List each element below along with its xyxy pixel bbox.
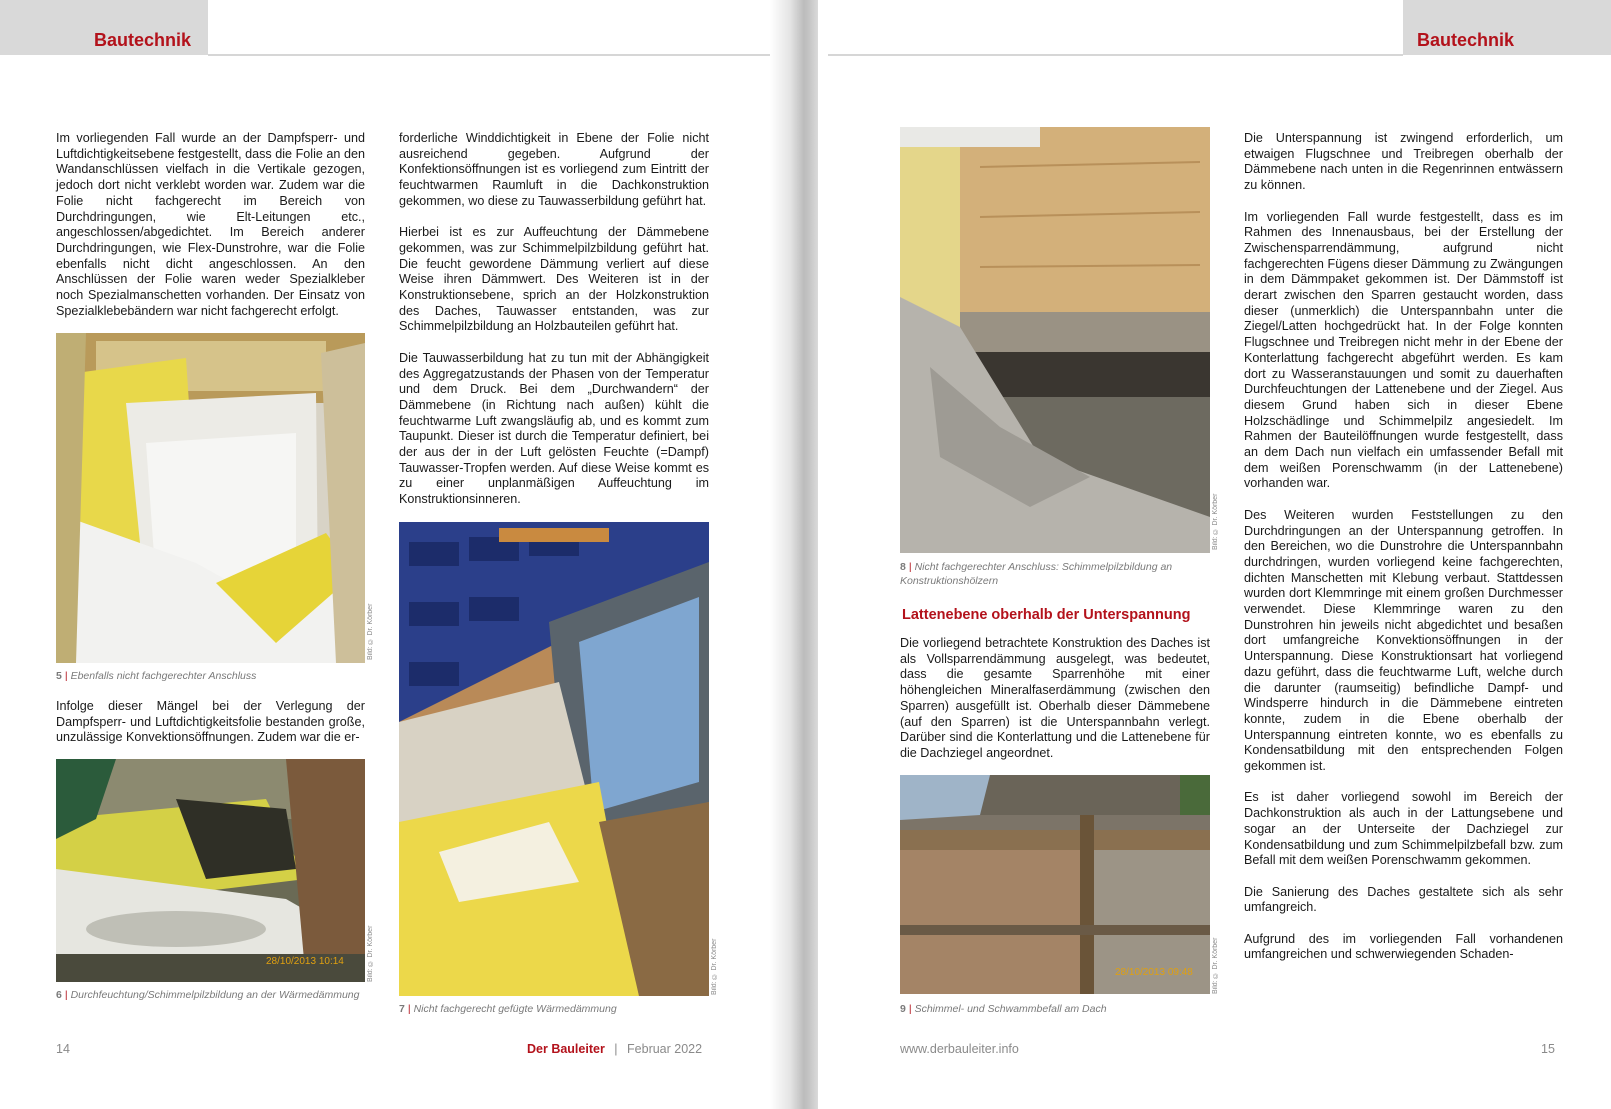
figure-8-caption-text: Nicht fachgerechter Anschluss: Schimmelpilzbildung an Konstruktionshölzern	[900, 561, 1173, 587]
figure-9-number: 9	[900, 1003, 906, 1015]
figure-5-number: 5	[56, 670, 62, 682]
figure-7-number: 7	[399, 1003, 405, 1015]
paragraph: Im vorliegenden Fall wurde festgestellt, dass es im Rahmen des Innenausbaus, bei der Erstellung der Zwischensparrendämmung, aufgrund nicht fachgerechten Fügens dieser Dämmung zu Zwängungen in dem Dämmpaket gekommen ist. Der Dämmstoff ist derart zwischen den Sparren gestaucht worden, dass dieser (unmerklich) die Unterspannbahn unter die Ziegel/Latten hochgedrückt hat. In der Folge konnten Flugschnee und Treibregen nicht mehr in der Ebene der Konterlattung fachgerecht abgeführt werden. Es kam dort zu Wasseranstauungen und somit zu dauerhaften Durchfeuchtungen der Lattenebene und der Ziegel. Aus diesem Grund haben sich in dieser Ebene Holzschädlinge und Schimmelpilz angesiedelt. Im Rahmen der Bauteilöffnungen wurde festgestellt, dass an dem Dach nun vielfach ein umfassender Befall mit dem weißen Porenschwamm (in der Lattenebene) vorhanden war.	[1244, 209, 1563, 491]
section-tab-left	[0, 0, 208, 55]
figure-7-caption-text: Nicht fachgerecht gefügte Wärmedämmung	[413, 1003, 617, 1015]
website-url: www.derbauleiter.info	[900, 1042, 1019, 1056]
paragraph: Aufgrund des im vorliegenden Fall vorhandenen umfangreichen und schwerwiegenden Schaden-	[1244, 931, 1563, 962]
paragraph: Infolge dieser Mängel bei der Verlegung der Dampfsperr- und Luftdichtigkeitsfolie bestanden große, unzulässige Konvektionsöffnungen. Zudem war die er-	[56, 699, 365, 745]
magazine-name: Der Bauleiter	[527, 1042, 605, 1056]
figure-6-caption: 6 | Durchfeuchtung/Schimmelpilzbildung an der Wärmedämmung	[56, 989, 360, 1001]
left-page	[0, 0, 790, 1109]
roof-window-insulation-image	[399, 522, 709, 996]
paragraph: Die Tauwasserbildung hat zu tun mit der Abhängigkeit des Aggregatzustands der Phasen von der Temperatur und dem Druck. Bei dem „Durchwandern“ der Dämmebene (in Richtung nach außen) kühlt die feuchtwarme Luft zwangsläufig ab, und es kommt zum Taupunkt. Dieser ist durch die Temperatur definiert, bei der aus der in der Luft gelösten Feuchte (=Dampf) Tauwasser-Tropfen werden. Auf diese Weise kommt es zu einer unplanmäßigen Auffeuchtung im Konstruktionsinneren.	[399, 350, 709, 507]
right-column-1-text	[900, 636, 1210, 777]
paragraph: forderliche Winddichtigkeit in Ebene der Folie nicht ausreichend gegeben. Aufgrund der Konfektionsöffnungen ist es vorliegend zum Eintritt der feuchtwarmen Raumluft in die Dachkonstruktion gekommen, wo diese zu Tauwasserbildung geführt hat.	[399, 131, 709, 208]
section-subheading: Lattenebene oberhalb der Unterspannung	[902, 607, 1191, 623]
figure-9-date-stamp: 28/10/2013 09:48	[1115, 967, 1193, 978]
paragraph: Die Sanierung des Daches gestaltete sich als sehr umfangreich.	[1244, 884, 1563, 915]
left-column-1-text	[56, 131, 365, 335]
header-rule-right	[828, 54, 1403, 56]
figure-9-caption: 9 | Schimmel- und Schwammbefall am Dach	[900, 1003, 1107, 1015]
right-page	[818, 0, 1611, 1109]
figure-9-credit: Bild: © Dr. Körber	[1212, 937, 1219, 994]
figure-8-credit: Bild: © Dr. Körber	[1212, 493, 1219, 550]
figure-6-number: 6	[56, 989, 62, 1001]
mould-insulation-image	[56, 759, 365, 982]
issue-date: Februar 2022	[627, 1042, 703, 1056]
figure-7-photo	[399, 522, 709, 996]
figure-6-credit: Bild: © Dr. Körber	[367, 925, 374, 982]
magazine-footer	[527, 1042, 702, 1056]
paragraph: Des Weiteren wurden Feststellungen zu den Durchdringungen an der Unterspannung getroffen. In den Bereichen, wo die Dunstrohre die Unterspannbahn durchdringen, wurden vorliegend keine fachgerechten, dichten Manschetten mit Klebung verbaut. Stattdessen wurden dort Klemmringe mit einem großen Durchmesser verwendet. Diese Klemmringe waren zu den Dunstrohren hin jeweils nicht abgedichtet und besaßen dort umfangreiche Konvektionsöffnungen in der Unterspannung. Diese Konstruktionsart hat vorliegend dazu geführt, dass die feuchtwarme Luft, welche durch die darunter (raumseitig) befindliche Dampf- und Windsperre hindurch in die Dämmebene eintreten konnte, zudem in die Ebene oberhalb der Unterspannung eintreten konnte, wo es ebenfalls zu Kondensatbildung mit den entsprechenden Folgen gekommen ist.	[1244, 507, 1563, 774]
figure-5-caption: 5 | Ebenfalls nicht fachgerechter Anschluss	[56, 670, 257, 682]
figure-9-caption-text: Schimmel- und Schwammbefall am Dach	[914, 1003, 1107, 1015]
mould-timber-image	[900, 127, 1210, 553]
figure-7-credit: Bild: © Dr. Körber	[711, 938, 718, 995]
left-column-1-text-continued	[56, 699, 365, 762]
paragraph: Es ist daher vorliegend sowohl im Bereich der Dachkonstruktion als auch in der Lattungsebene und sogar an der Unterseite der Dachziegel zur Kondensatbildung und zum Schimmelpilzbefall bzw. zum Befall mit dem weißen Porenschwamm gekommen.	[1244, 790, 1563, 868]
figure-6-date-stamp: 28/10/2013 10:14	[266, 956, 344, 967]
insulation-foil-image	[56, 333, 365, 663]
section-title-right: Bautechnik	[1417, 30, 1515, 50]
page-number-right: 15	[1541, 1042, 1555, 1056]
figure-8-caption: 8 | Nicht fachgerechter Anschluss: Schimmelpilzbildung an Konstruktionshölzern	[900, 561, 1173, 587]
figure-7-caption: 7 | Nicht fachgerecht gefügte Wärmedämmung	[399, 1003, 617, 1015]
mould-roof-image	[900, 775, 1210, 994]
left-column-2-text	[399, 131, 709, 524]
header-rule-left	[208, 54, 782, 56]
figure-9-photo	[900, 775, 1210, 994]
figure-8-number: 8	[900, 561, 906, 573]
figure-6-caption-text: Durchfeuchtung/Schimmelpilzbildung an der Wärmedämmung	[70, 989, 360, 1001]
figure-5-photo	[56, 333, 365, 663]
paragraph: Die Unterspannung ist zwingend erforderlich, um etwaigen Flugschnee und Treibregen oberhalb der Dämmebene nach unten in die Regenrinnen entwässern zu können.	[1244, 131, 1563, 193]
figure-5-credit: Bild: © Dr. Körber	[367, 603, 374, 660]
figure-8-photo	[900, 127, 1210, 553]
right-column-2-text	[1244, 131, 1563, 979]
figure-5-caption-text: Ebenfalls nicht fachgerechter Anschluss	[70, 670, 257, 682]
paragraph: Die vorliegend betrachtete Konstruktion des Daches ist als Vollsparrendämmung ausgelegt, was bedeutet, dass die gesamte Sparrenhöhe mit einer höhengleichen Mineralfaserdämmung (zwischen den Sparren) ausgefüllt ist. Oberhalb dieser Dämmebene (auf den Sparren) ist die Unterspannbahn verlegt. Darüber sind die Konterlattung und die Lattenebene für die Dachziegel angeordnet.	[900, 636, 1210, 760]
section-tab-right	[1403, 0, 1611, 55]
section-title-left: Bautechnik	[94, 30, 192, 50]
page-number-left: 14	[56, 1042, 70, 1056]
paragraph: Im vorliegenden Fall wurde an der Dampfsperr- und Luftdichtigkeitsebene festgestellt, dass die Folie an den Wandanschlüssen vielfach in die Vertikale gezogen, jedoch dort nicht verklebt worden war. Zudem war die Folie nicht fachgerecht im Bereich von Durchdringungen, wie Elt-Leitungen etc., angeschlossen/abgedichtet. Im Bereich anderer Durchdringungen, wie Flex-Dunstrohre, war die Folie ebenfalls nicht dicht angeschlossen. An den Anschlüssen der Folie waren weder Spezialkleber noch Spezialmanschetten vorhanden. Der Einsatz von Spezialklebebändern war nicht fachgerecht erfolgt.	[56, 131, 365, 318]
footer-separator: |	[614, 1042, 618, 1056]
paragraph: Hierbei ist es zur Auffeuchtung der Dämmebene gekommen, was zur Schimmelpilzbildung geführt hat. Die feucht gewordene Dämmung verliert auf diese Weise ihren Dämmwert. Des Weiteren ist in der Konstruktionsebene, sprich an der Holzkonstruktion des Daches, Tauwasser entstanden, was zur Schimmelpilzbildung an Holzbauteilen geführt hat.	[399, 225, 709, 334]
figure-6-photo	[56, 759, 365, 982]
